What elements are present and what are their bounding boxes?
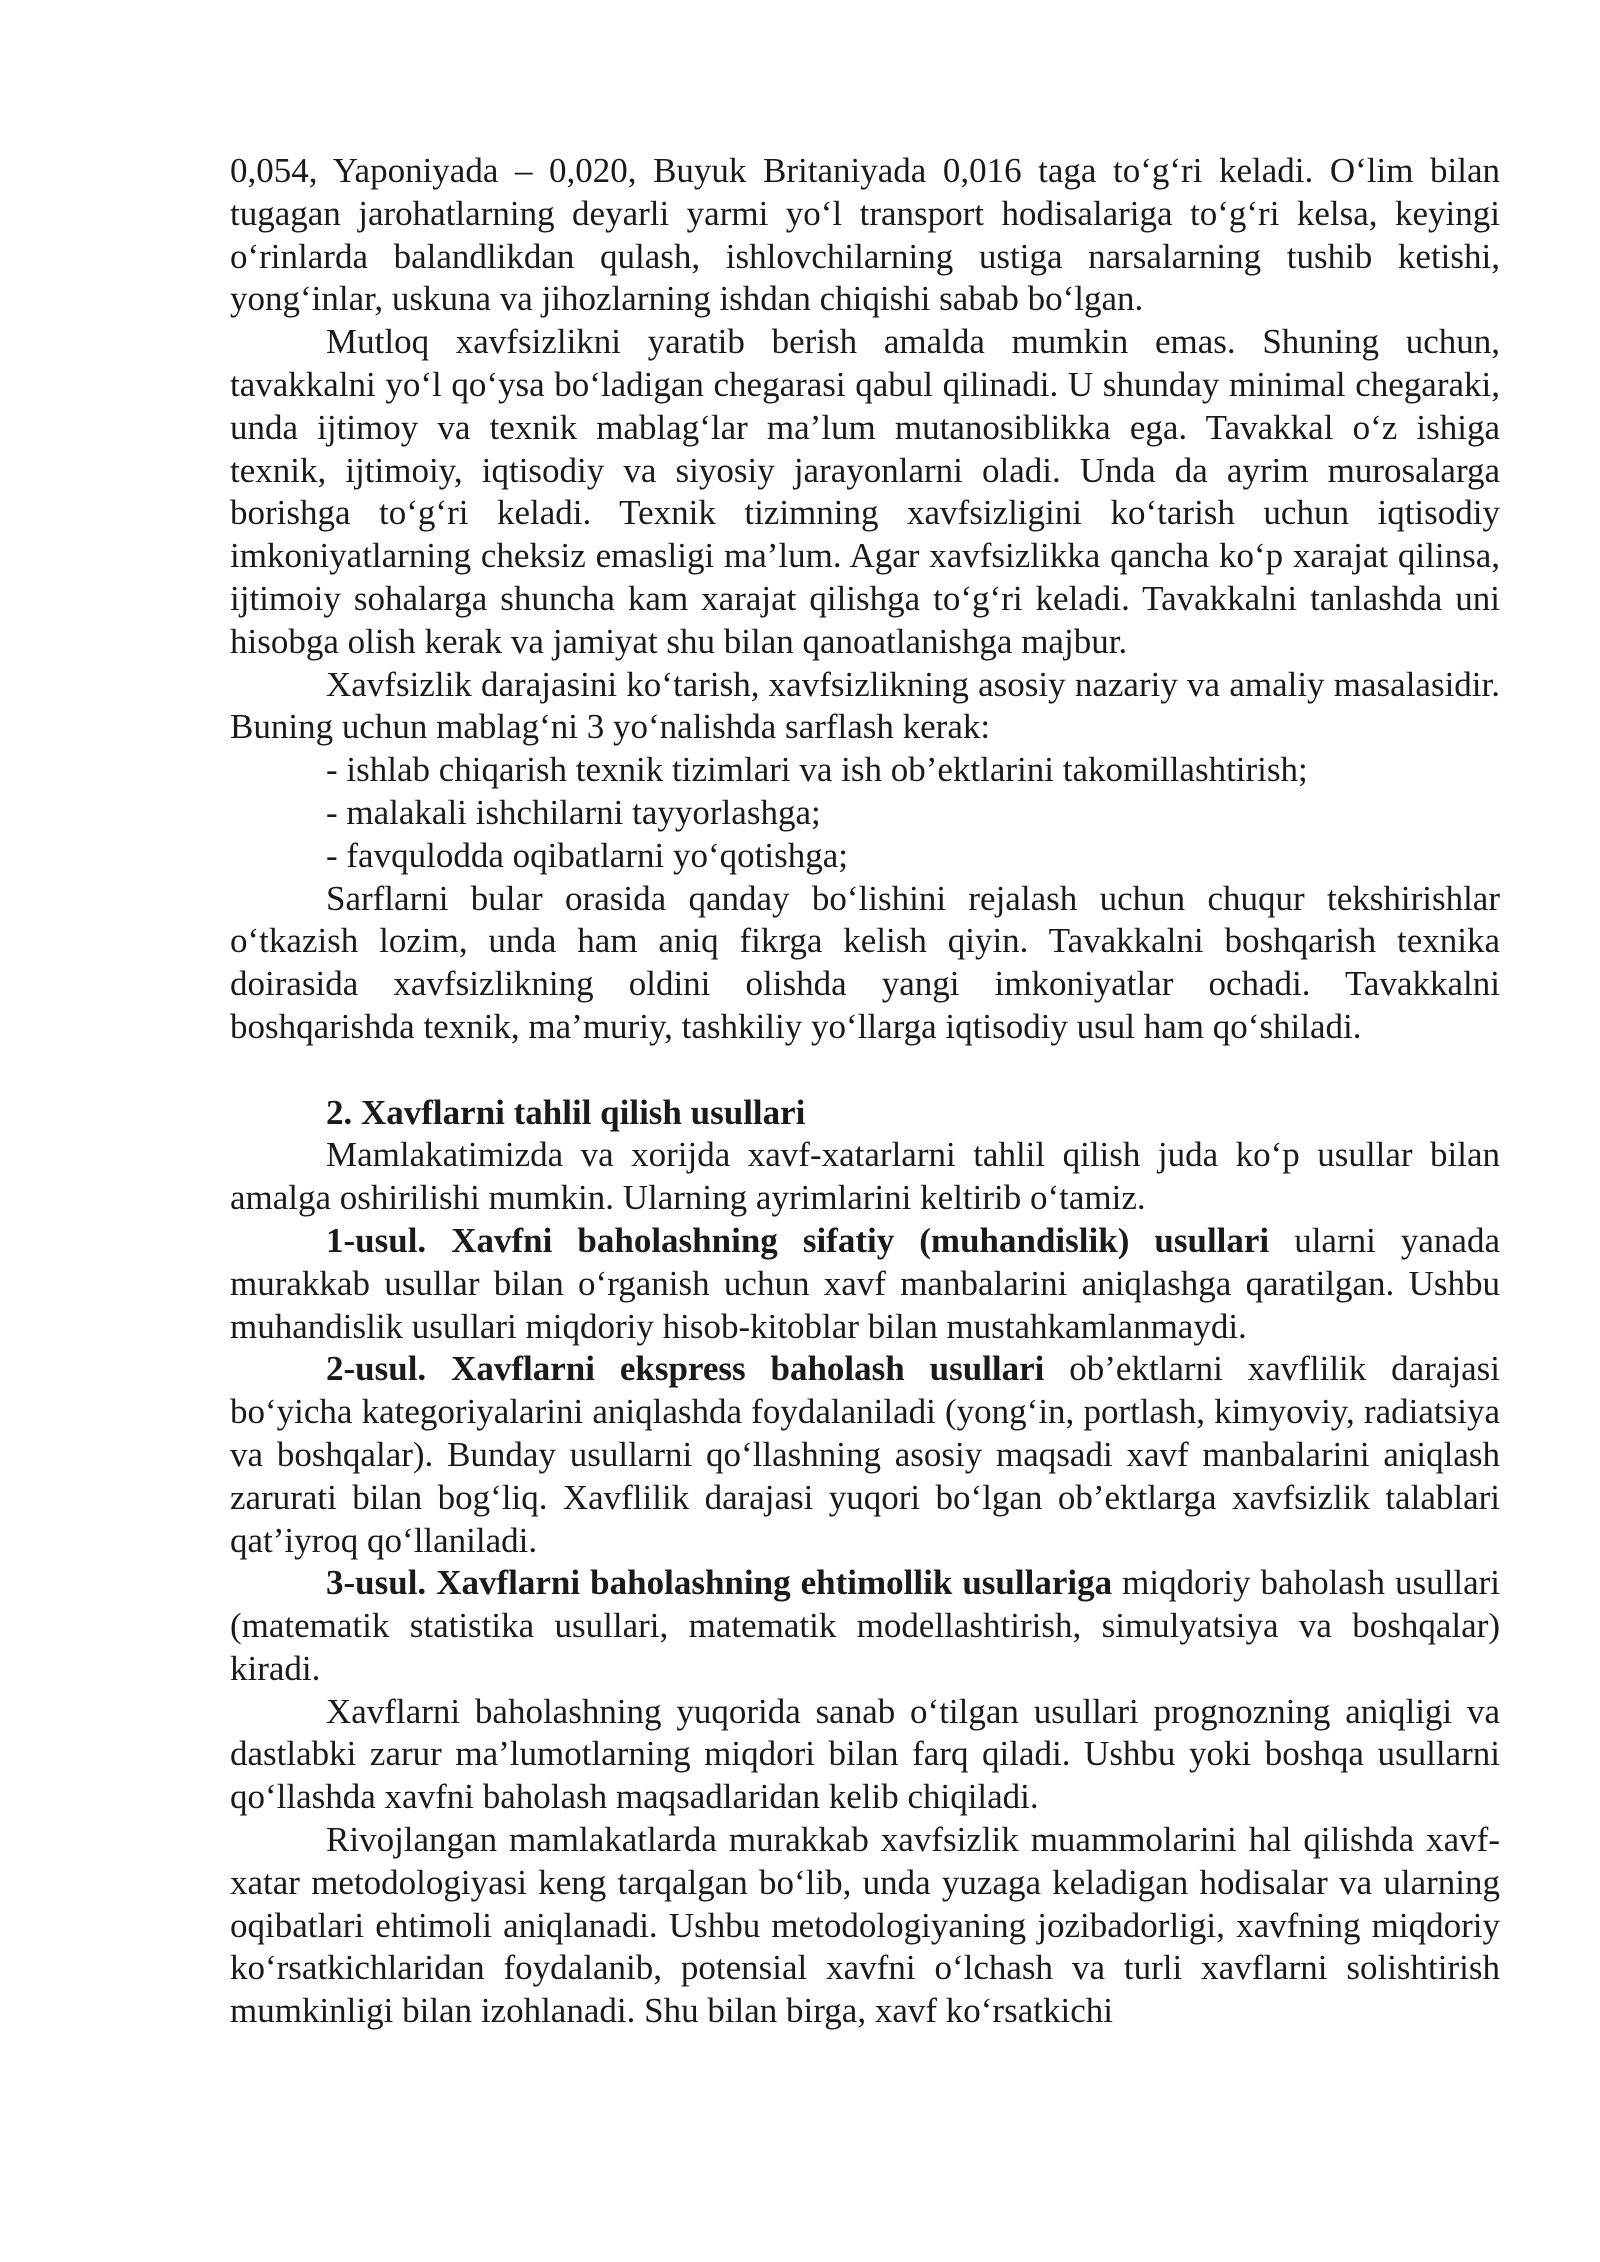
method-paragraph-3 bbox=[230, 1562, 1500, 1690]
paragraph-absolute-safety: Mutloq xavfsizlikni yaratib berish amalda mumkin emas. Shuning uchun, tavakkalni yo‘l qo‘ysa bo‘ladigan chegarasi qabul qilinadi. U shunday minimal chegaraki, unda ijtimoy va texnik mablag‘lar ma’lum mutanosiblikka ega. Tavakkal o‘z ishiga texnik, ijtimoiy, iqtisodiy va siyosiy jarayonlarni oladi. Unda da ayrim murosalarga borishga to‘g‘ri keladi. Texnik tizimning xavfsizligini ko‘tarish uchun iqtisodiy imkoniyatlarning cheksiz emasligi ma’lum. Agar xavfsizlikka qancha ko‘p xarajat qilinsa, ijtimoiy sohalarga shuncha kam xarajat qilishga to‘g‘ri keladi. Tavakkalni tanlashda uni hisobga olish kerak va jamiyat shu bilan qanoatlanishga majbur. bbox=[230, 322, 1500, 661]
method-text: miqdoriy baholash usullari (matematik statistika usullari, matematik modellashtirish, simulyatsiya va boshqalar) kiradi. bbox=[230, 1563, 1500, 1688]
method-text: ob’ektlarni xavflilik darajasi bo‘yicha kategoriyalarini aniqlashda foydalaniladi (yong‘in, portlash, kimyoviy, radiatsiya va boshqalar). Bunday usullarni qo‘llashning asosiy maqsadi xavf manbalarini aniqlash zarurati bilan bog‘liq. Xavflilik darajasi yuqori bo‘lgan ob’ektlarga xavfsizlik talablari qat’iyroq qo‘llaniladi. bbox=[230, 1349, 1501, 1560]
method-title: 2-usul. Xavflarni ekspress baholash usullari bbox=[326, 1349, 1045, 1389]
method-title: 1-usul. Xavfni baholashning sifatiy (muhandislik) usullari bbox=[326, 1220, 1270, 1260]
paragraph-methodology: Rivojlangan mamlakatlarda murakkab xavfsizlik muammolarini hal qilishda xavf-xatar metodologiyasi keng tarqalgan bo‘lib, unda yuzaga keladigan hodisalar va ularning oqibatlari ehtimoli aniqlanadi. Ushbu metodologiyaning jozibadorligi, xavfning miqdoriy ko‘rsatkichlaridan foydalanib, potensial xavfni o‘lchash va turli xavflarni solishtirish mumkinligi bilan izohlanadi. Shu bilan birga, xavf ko‘rsatkichi bbox=[230, 1820, 1500, 2031]
paragraph-continuation: 0,054, Yaponiyada – 0,020, Buyuk Britaniyada 0,016 taga to‘g‘ri keladi. O‘lim bilan tugagan jarohatlarning deyarli yarmi yo‘l transport hodisalariga to‘g‘ri kelsa, keyingi o‘rinlarda balandlikdan qulash, ishlovchilarning ustiga narsalarning tushib ketishi, yong‘inlar, uskuna va jihozlarning ishdan chiqishi sabab bo‘lgan. bbox=[230, 151, 1500, 319]
paragraph-expenses: Sarflarni bular orasida qanday bo‘lishini rejalash uchun chuqur tekshirishlar o‘tkazish lozim, unda ham aniq fikrga kelish qiyin. Tavakkalni boshqarish texnika doirasida xavfsizlikning oldini olishda yangi imkoniyatlar ochadi. Tavakkalni boshqarishda texnik, ma’muriy, tashkiliy yo‘llarga iqtisodiy usul ham qo‘shiladi. bbox=[230, 878, 1500, 1046]
section-gap bbox=[230, 1049, 1500, 1092]
list-item: - favqulodda oqibatlarni yo‘qotishga; bbox=[326, 835, 848, 875]
method-paragraph-2 bbox=[230, 1348, 1500, 1562]
list-item: - ishlab chiqarish texnik tizimlari va ish ob’ektlarini takomillashtirish; bbox=[326, 750, 1308, 790]
document-page bbox=[230, 150, 1500, 2033]
section-heading: 2. Xavflarni tahlil qilish usullari bbox=[326, 1092, 806, 1132]
paragraph-safety-level: Xavfsizlik darajasini ko‘tarish, xavfsizlikning asosiy nazariy va amaliy masalasidir. Buning uchun mablag‘ni 3 yo‘nalishda sarflash kerak: bbox=[230, 664, 1500, 747]
method-text: ularni yanada murakkab usullar bilan o‘rganish uchun xavf manbalarini aniqlashga qaratilgan. Ushbu muhandislik usullari miqdoriy hisob-kitoblar bilan mustahkamlanmaydi. bbox=[230, 1220, 1500, 1346]
method-paragraph-1 bbox=[230, 1220, 1500, 1348]
list-item: - malakali ishchilarni tayyorlashga; bbox=[326, 792, 821, 832]
paragraph-methods-summary: Xavflarni baholashning yuqorida sanab o‘tilgan usullari prognozning aniqligi va dastlabki zarur ma’lumotlarning miqdori bilan farq qiladi. Ushbu yoki boshqa usullarni qo‘llashda xavfni baholash maqsadlaridan kelib chiqiladi. bbox=[230, 1691, 1500, 1817]
section-intro: Mamlakatimizda va xorijda xavf-xatarlarni tahlil qilish juda ko‘p usullar bilan amalga oshirilishi mumkin. Ularning ayrimlarini keltirib o‘tamiz. bbox=[230, 1135, 1500, 1218]
method-title: 3-usul. Xavflarni baholashning ehtimollik usullariga bbox=[326, 1563, 1113, 1603]
